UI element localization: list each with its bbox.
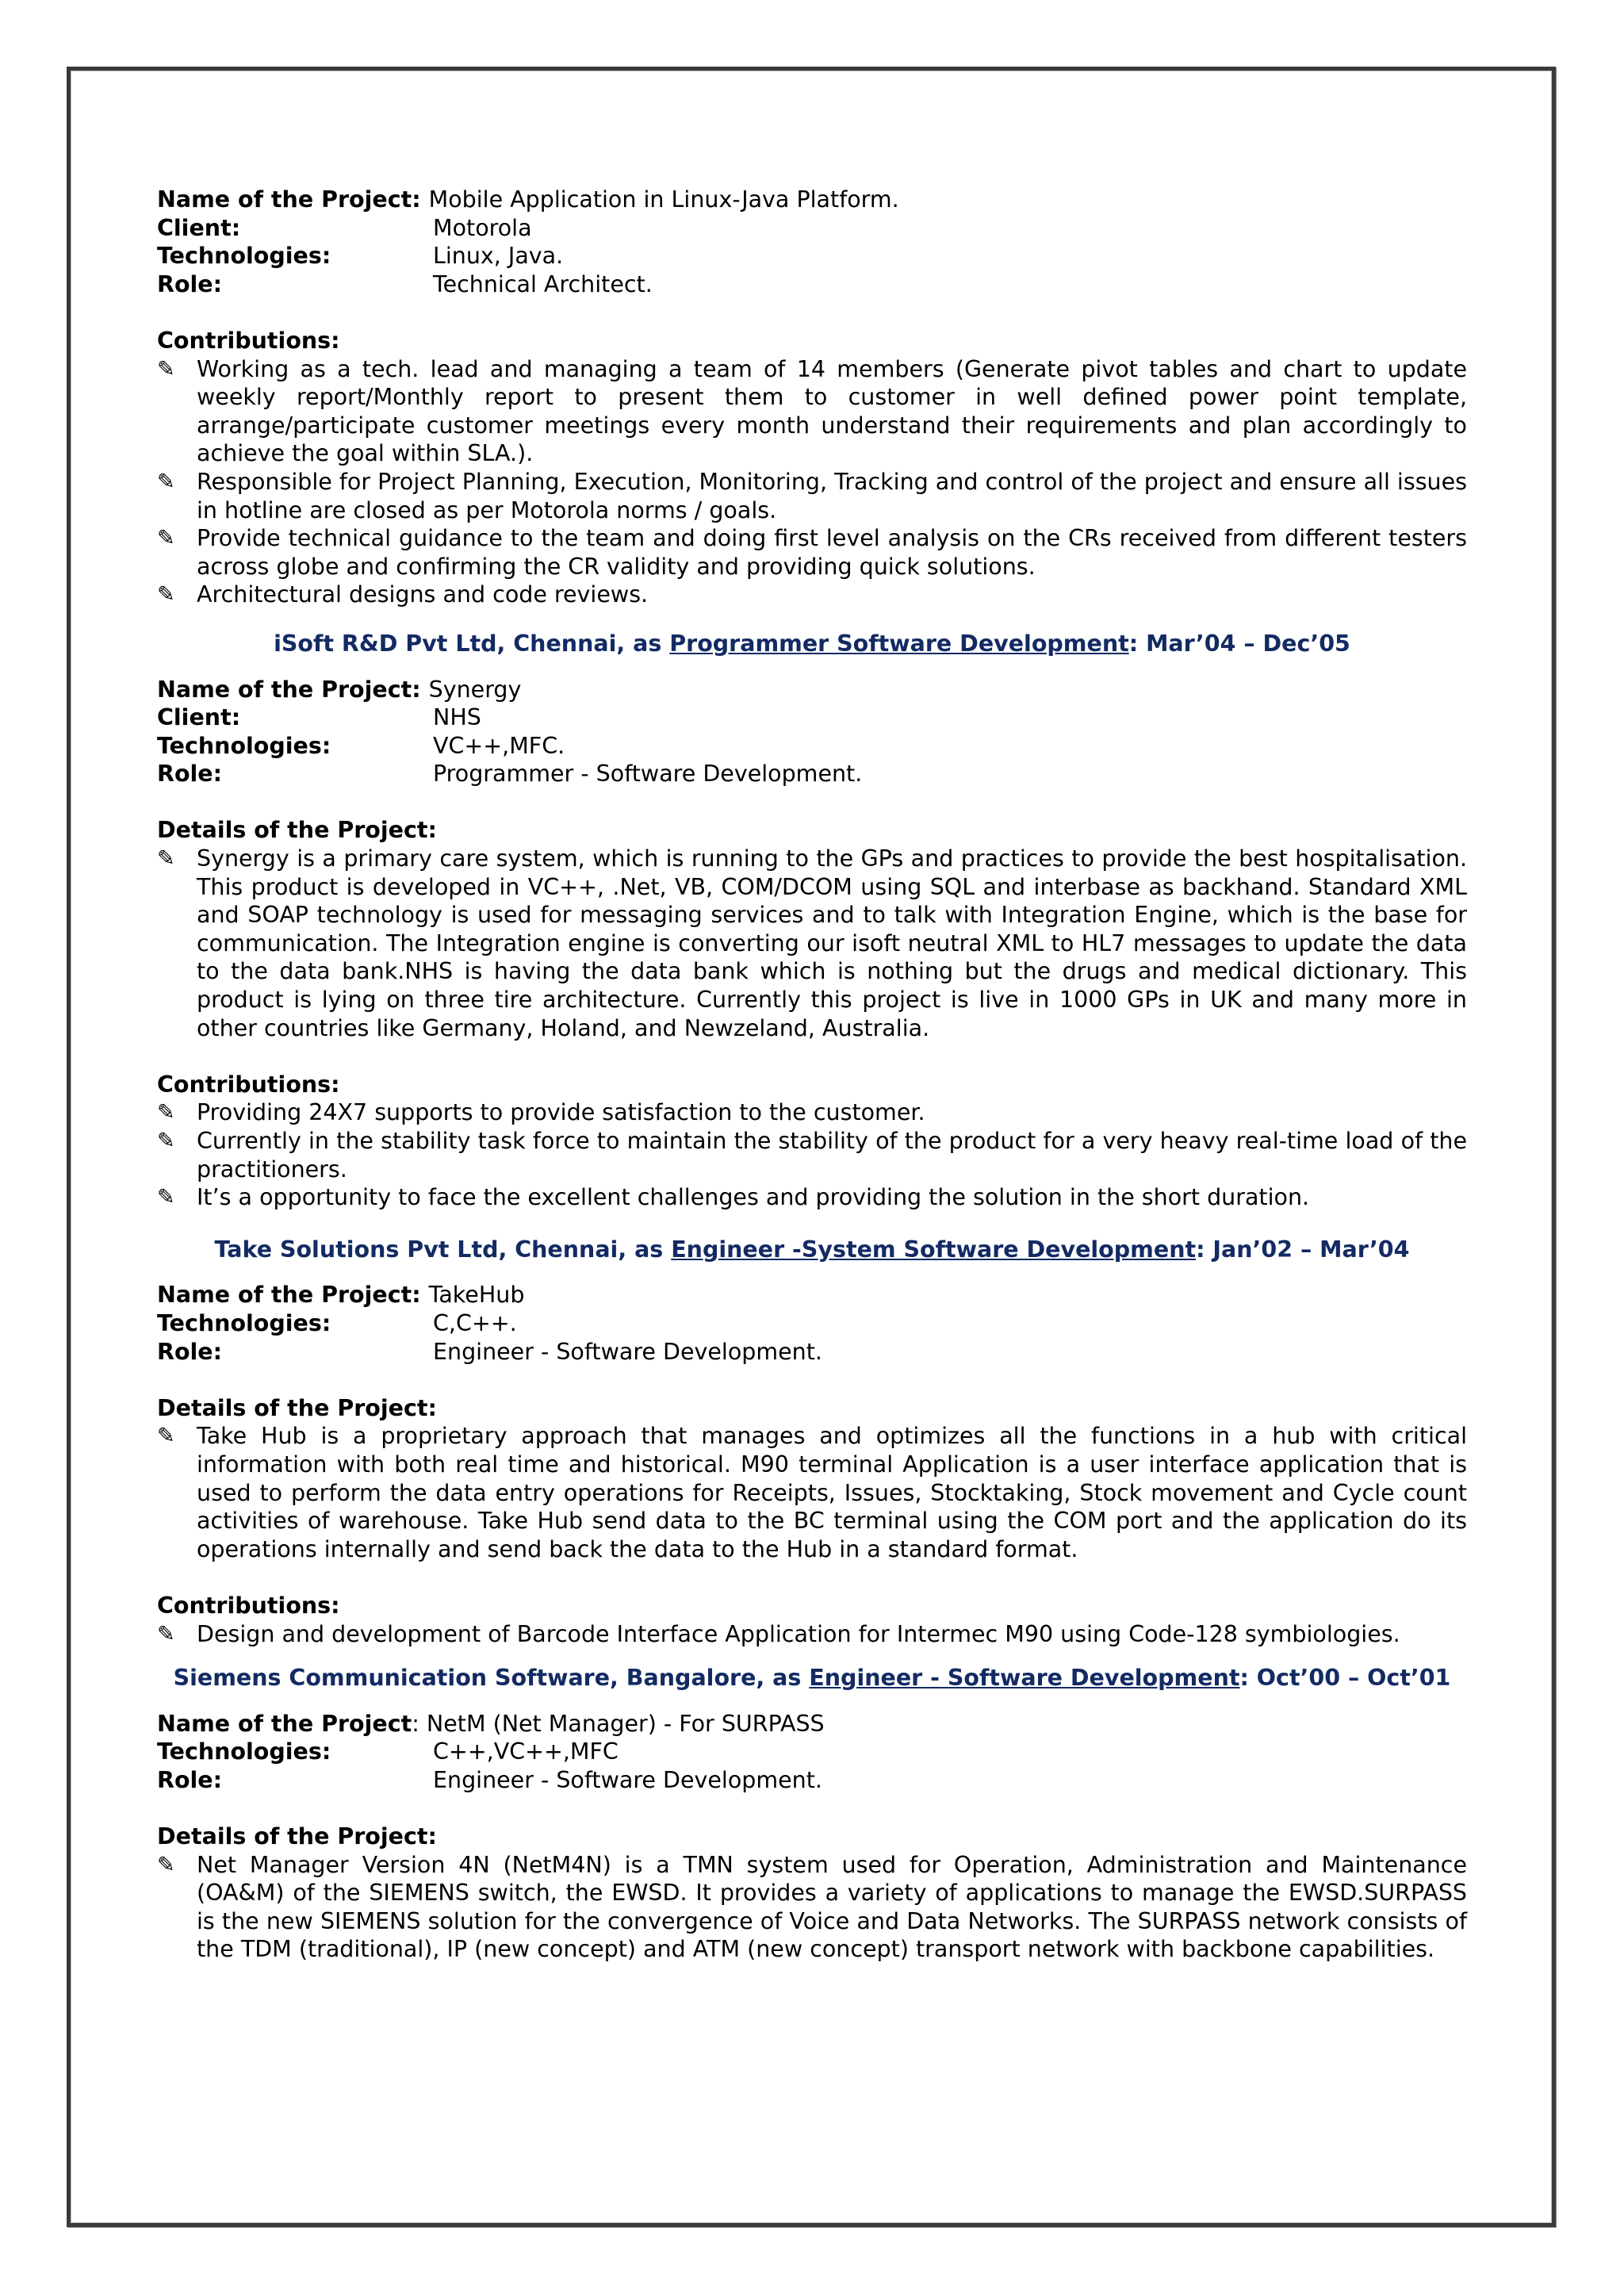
technologies-label: Technologies:: [157, 1309, 331, 1336]
client-value: Motorola: [433, 214, 532, 241]
client-label: Client:: [157, 214, 241, 241]
role-row: [157, 760, 1467, 788]
technologies-row: [157, 242, 1467, 270]
pencil-bullet-icon: ✎: [157, 1129, 175, 1153]
role-value: Programmer - Software Development.: [433, 761, 863, 788]
technologies-row: [157, 1738, 1467, 1766]
contributions-list: [157, 1620, 1467, 1649]
role-row: [157, 1766, 1467, 1795]
details-list: [157, 1422, 1467, 1563]
technologies-value: C,C++.: [433, 1309, 517, 1336]
role-label: Role:: [157, 1766, 223, 1793]
list-item: ✎ Currently in the stability task force to maintain the stability of the product for a very heavy real-time load of the practitioners.: [157, 1128, 1467, 1182]
employer-heading-siemens: Siemens Communication Software, Bangalore, as Engineer - Software Development: Oct’00 – Oct’01: [173, 1665, 1451, 1692]
role-row: [157, 270, 1467, 299]
pencil-bullet-icon: ✎: [157, 846, 175, 872]
details-list: [157, 1851, 1467, 1964]
pencil-bullet-icon: ✎: [157, 1185, 175, 1210]
technologies-label: Technologies:: [157, 243, 331, 270]
project-name-row: [157, 1710, 1467, 1738]
client-row: [157, 703, 1467, 732]
list-item: ✎ Working as a tech. lead and managing a team of 14 members (Generate pivot tables and chart to update weekly report/Monthly report to present them to customer in well defined power point template, arrange/participate customer meetings every month understand their requirements and plan accordingly to achieve the goal within SLA.).: [157, 355, 1467, 467]
project-name-label: Name of the Project: [157, 1710, 412, 1737]
project-name-label: Name of the Project:: [157, 676, 421, 703]
list-item: ✎ Providing 24X7 supports to provide satisfaction to the customer.: [157, 1099, 925, 1126]
client-label: Client:: [157, 704, 241, 731]
role-row: [157, 1338, 1467, 1366]
employer-heading-take: Take Solutions Pvt Ltd, Chennai, as Engineer -System Software Development: Jan’02 – Mar’04: [214, 1236, 1410, 1263]
client-value: NHS: [433, 704, 481, 731]
project-name-value: TakeHub: [428, 1282, 525, 1309]
resume-content: [157, 186, 1467, 1964]
details-heading: Details of the Project:: [157, 1823, 437, 1850]
client-row: [157, 214, 1467, 243]
role-value: Engineer - Software Development.: [433, 1338, 822, 1365]
pencil-bullet-icon: ✎: [157, 1100, 175, 1125]
list-item: ✎ Synergy is a primary care system, which is running to the GPs and practices to provide the best hospitalisation. This product is developed in VC++, .Net, VB, COM/DCOM using SQL and interbase as backhand. Standard XML and SOAP technology is used for messaging services and to talk with Integration Engine, which is the base for communication. The Integration engine is converting our isoft neutral XML to HL7 messages to update the data to the data bank.NHS is having the data bank which is nothing but the drugs and medical dictionary. This product is lying on three tire architecture. Currently this project is live in 1000 GPs in UK and many more in other countries like Germany, Holand, and Newzeland, Australia.: [157, 845, 1467, 1041]
role-label: Role:: [157, 270, 223, 297]
role-label: Role:: [157, 1338, 223, 1365]
list-item: ✎ Architectural designs and code reviews.: [157, 581, 649, 608]
project-name-row: [157, 676, 1467, 704]
list-item: ✎ It’s a opportunity to face the excellent challenges and providing the solution in the short duration.: [157, 1184, 1310, 1211]
role-value: Engineer - Software Development.: [433, 1766, 822, 1793]
pencil-bullet-icon: ✎: [157, 1424, 175, 1449]
pencil-bullet-icon: ✎: [157, 1852, 175, 1877]
list-item: ✎ Design and development of Barcode Interface Application for Intermec M90 using Code-128 symbiologies.: [157, 1620, 1400, 1647]
technologies-row: [157, 732, 1467, 761]
pencil-bullet-icon: ✎: [157, 469, 175, 494]
contributions-heading: Contributions:: [157, 1071, 340, 1098]
role-value: Technical Architect.: [433, 270, 653, 297]
pencil-bullet-icon: ✎: [157, 526, 175, 551]
contributions-list: [157, 1098, 1467, 1211]
pencil-bullet-icon: ✎: [157, 356, 175, 381]
list-item: ✎ Provide technical guidance to the team and doing first level analysis on the CRs received from different testers across globe and confirming the CR validity and providing quick solutions.: [157, 525, 1467, 580]
list-item: ✎ Net Manager Version 4N (NetM4N) is a TMN system used for Operation, Administration and Maintenance (OA&M) of the SIEMENS switch, the EWSD. It provides a variety of applications to manage the EWSD.SURPASS is the new SIEMENS solution for the convergence of Voice and Data Networks. The SURPASS network consists of the TDM (traditional), IP (new concept) and ATM (new concept) transport network with backbone capabilities.: [157, 1851, 1467, 1963]
technologies-row: [157, 1309, 1467, 1338]
project-name-value: : NetM (Net Manager) - For SURPASS: [412, 1710, 825, 1737]
list-item: ✎ Responsible for Project Planning, Execution, Monitoring, Tracking and control of the project and ensure all issues in hotline are closed as per Motorola norms / goals.: [157, 468, 1467, 523]
technologies-value: C++,VC++,MFC: [433, 1738, 619, 1765]
contributions-heading: Contributions:: [157, 1592, 340, 1619]
technologies-label: Technologies:: [157, 1738, 331, 1765]
project-name-row: [157, 186, 1467, 214]
pencil-bullet-icon: ✎: [157, 1621, 175, 1646]
role-label: Role:: [157, 761, 223, 788]
pencil-bullet-icon: ✎: [157, 582, 175, 608]
project-name-label: Name of the Project:: [157, 186, 421, 213]
employer-heading-isoft: iSoft R&D Pvt Ltd, Chennai, as Programmer Software Development: Mar’04 – Dec’05: [274, 630, 1350, 657]
project-name-row: [157, 1281, 1467, 1309]
technologies-label: Technologies:: [157, 732, 331, 759]
details-heading: Details of the Project:: [157, 1394, 437, 1421]
contributions-heading: Contributions:: [157, 327, 340, 354]
project-name-label: Name of the Project:: [157, 1282, 421, 1309]
project-name-value: Synergy: [428, 676, 522, 703]
details-list: [157, 845, 1467, 1042]
details-heading: Details of the Project:: [157, 817, 437, 844]
list-item: ✎ Take Hub is a proprietary approach that manages and optimizes all the functions in a hub with critical information with both real time and historical. M90 terminal Application is a user interface application that is used to perform the data entry operations for Receipts, Issues, Stocktaking, Stock movement and Cycle count activities of warehouse. Take Hub send data to the BC terminal using the COM port and the application do its operations internally and send back the data to the Hub in a standard format.: [157, 1423, 1467, 1562]
project-name-value: Mobile Application in Linux-Java Platform.: [428, 186, 899, 213]
technologies-value: VC++,MFC.: [433, 732, 565, 759]
contributions-list: [157, 355, 1467, 609]
technologies-value: Linux, Java.: [433, 243, 564, 270]
